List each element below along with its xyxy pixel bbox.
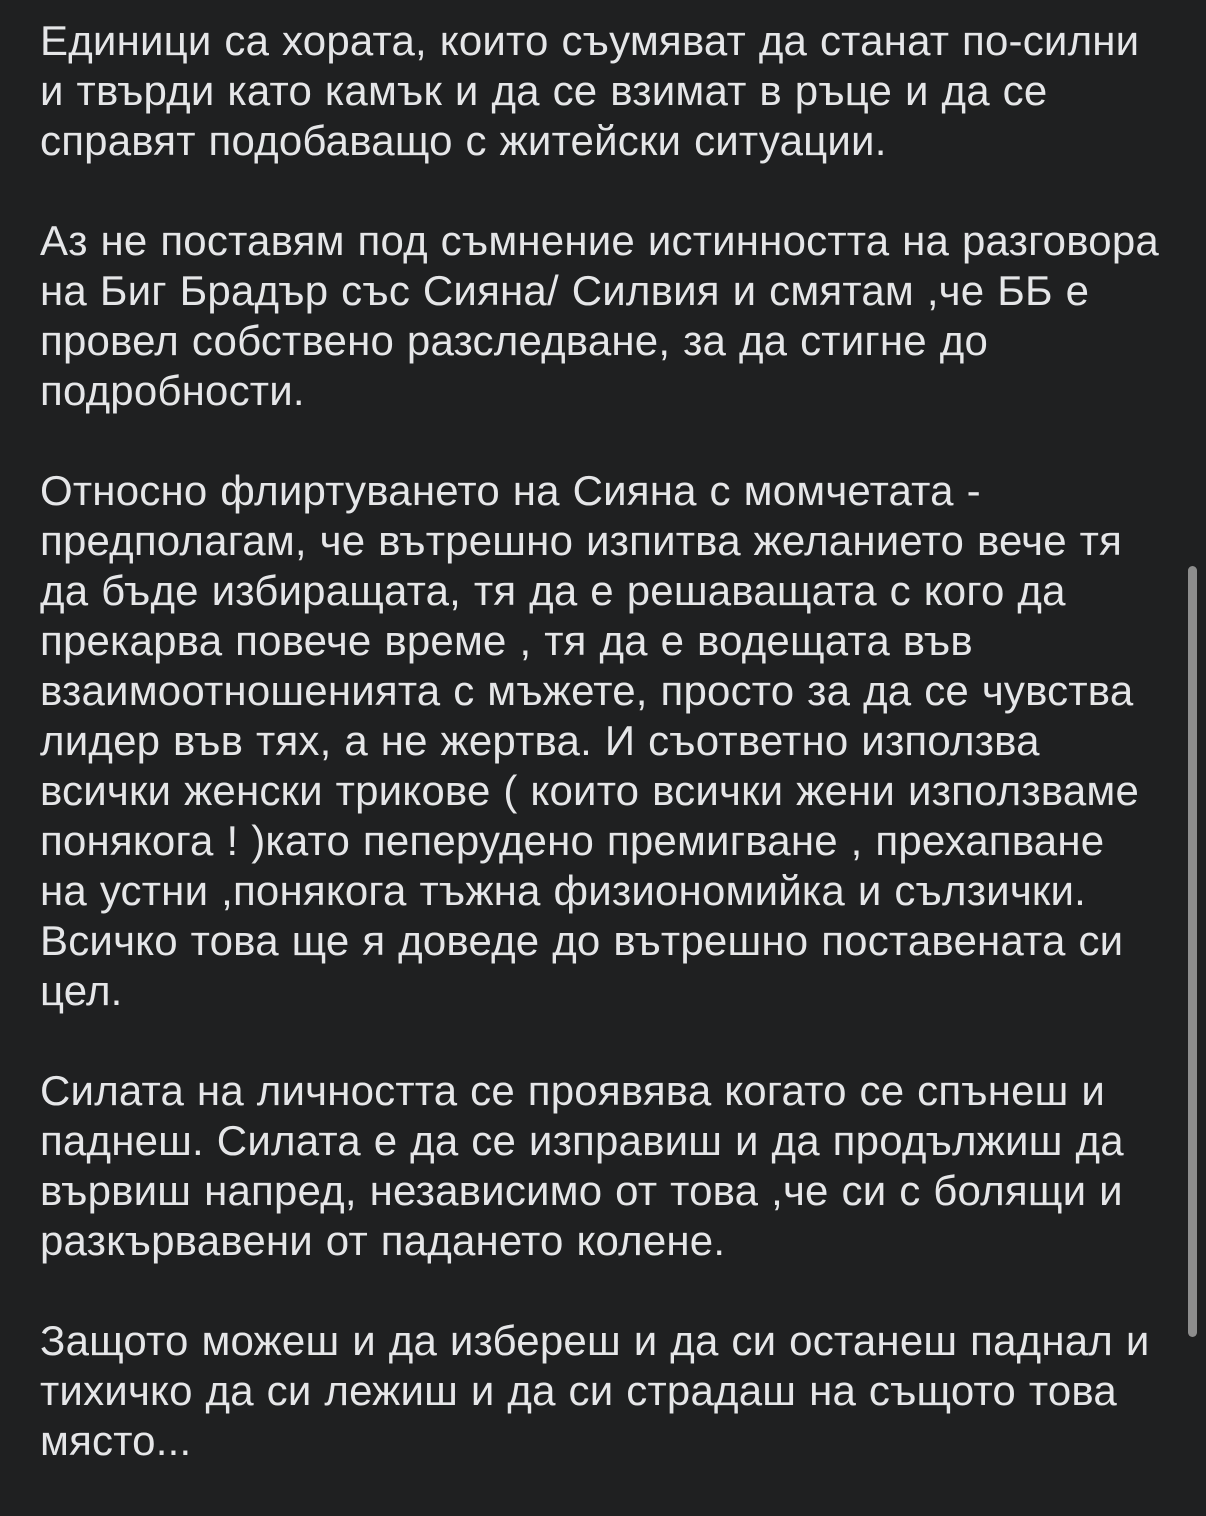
paragraph-5: Защото можеш и да избереш и да си останеш паднал и тихичко да си лежиш и да си страдаш на същото това място... xyxy=(40,1317,1150,1464)
paragraph-2: Аз не поставям под съмнение истинността на разговора на Биг Брадър със Сияна/ Силвия и смятам ,че ББ е провел собствено разследване, за да стигне до подробности. xyxy=(40,217,1159,414)
paragraph-3: Относно флиртуването на Сияна с момчетата - предполагам, че вътрешно изпитва желанието вече тя да бъде избиращата, тя да е решаващата с кого да прекарва повече време , тя да е водещата във взаимоотношенията с мъжете, просто за да се чувства лидер във тях, а не жертва. И съответно използва всички женски трикове ( които всички жени използваме понякога ! )като пеперудено премигване , прехапване на устни ,понякога тъжна физиономийка и сълзички. Всичко това ще я доведе до вътрешно поставената си цел. xyxy=(40,467,1140,1014)
paragraph-1: Единици са хората, които съумяват да станат по-силни и твърди като камък и да се взимат в ръце и да се справят подобаващо с житейски ситуации. xyxy=(40,17,1140,164)
paragraph-4: Силата на личността се проявява когато се спънеш и паднеш. Силата е да се изправиш и да продължиш да вървиш напред, независимо от това ,че си с болящи и разкървавени от падането колене. xyxy=(40,1067,1124,1264)
post-text xyxy=(40,0,1162,1516)
vertical-scrollbar-thumb[interactable] xyxy=(1188,566,1197,1337)
